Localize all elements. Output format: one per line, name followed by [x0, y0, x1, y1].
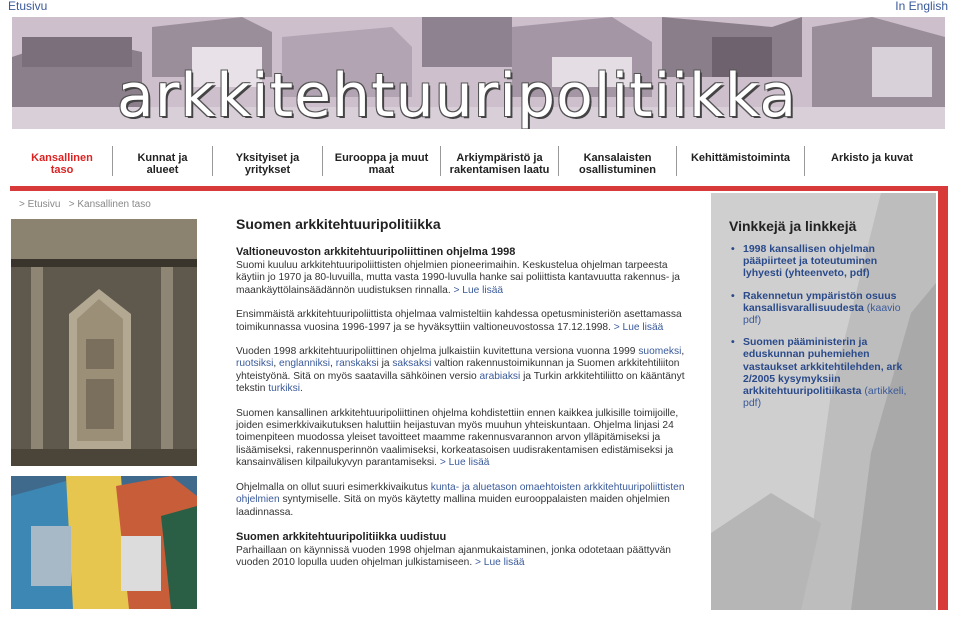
- sidebar-link-pm-answers[interactable]: • Suomen pääministerin ja eduskunnan puhemiehen vastaukset arkkitehtilehden, ark 2/2005 kysymyksiin arkkitehtuuripolitiikasta (artikkeli, pdf): [729, 336, 914, 409]
- read-more-link[interactable]: > Lue lisää: [439, 457, 490, 469]
- nav-kansalaisten-osallistuminen[interactable]: Kansalaisten osallistuminen: [558, 146, 676, 176]
- page-title: Suomen arkkitehtuuripolitiikka: [236, 216, 441, 232]
- paragraph-1: Suomi kuuluu arkkitehtuuripoliittisten ohjelmien pioneerimaihin. Keskustelua ohjelman tarpeesta käytiin jo 1970 ja 80-luvuilla, mutta vasta 1990-luvulla hanke sai poliittista kantavuutta rakennus- ja maankäyttölainsäädännön uudistuksen rinnalla. > Lue lisää: [236, 260, 680, 296]
- link-arabiaksi[interactable]: arabiaksi: [479, 370, 521, 382]
- read-more-link[interactable]: > Lue lisää: [475, 557, 525, 569]
- main-nav: [12, 146, 945, 180]
- nav-kunnat-ja-alueet[interactable]: Kunnat ja alueet: [112, 146, 212, 176]
- nav-yksityiset-ja-yritykset[interactable]: Yksityiset ja yritykset: [212, 146, 322, 176]
- nav-kehittamistoiminta[interactable]: Kehittämistoiminta: [676, 146, 804, 176]
- link-kunta-ohjelmat[interactable]: kunta- ja aluetason omaehtoisten arkkitehtuuripoliittisten ohjelmien: [236, 481, 685, 506]
- nav-arkiymparisto[interactable]: Arkiympäristö ja rakentamisen laatu: [440, 146, 558, 176]
- site-banner: [12, 17, 945, 129]
- paragraph-5: Ohjelmalla on ollut suuri esimerkkivaikutus kunta- ja aluetason omaehtoisten arkkitehtuuripoliittisten ohjelmien syntymiselle. Sitä on myös käytetty mallina muiden eurooppalaisten maiden ohjelmien laadinnassa.: [236, 481, 685, 518]
- sidebar-title: Vinkkejä ja linkkejä: [729, 218, 857, 234]
- home-link[interactable]: Etusivu: [8, 0, 48, 13]
- banner-title: arkkitehtuuripolitiikka: [117, 61, 798, 129]
- paragraph-6: Parhaillaan on käynnissä vuoden 1998 ohjelman ajanmukaistaminen, jonka odotetaan päättyvän vuoden 2010 lopulla uuden ohjelman julkistamiseen. > Lue lisää: [236, 544, 671, 569]
- tips-sidebar: [711, 193, 936, 610]
- sidebar-link-built-environment[interactable]: • Rakennetun ympäristön osuus kansallisvarallisuudesta (kaavio pdf): [729, 290, 914, 327]
- link-saksaksi[interactable]: saksaksi: [392, 358, 432, 370]
- main-content: [236, 216, 696, 582]
- nav-kansallinen-taso[interactable]: Kansallinen taso: [31, 152, 93, 176]
- paragraph-4: Suomen kansallinen arkkitehtuuripoliittinen ohjelma kohdistettiin ennen kaikkea julkisille toimijoille, joiden esimerkkivaikutuksen haluttiin heijastuvan myös muuhun yhteiskuntaan. Ohjelma linjasi 24 toimenpiteen muodossa yleiset tavoitteet maamme rakennusvarannon arvon ylläpitämiseksi ja lisäämiseksi, rakennusperinnön vaalimiseksi, korkeatasoisen uudisrakentamisen edistämiseksi ja kansainvälisen kilpailukyvyn parantamiseksi. > Lue lisää: [236, 407, 679, 469]
- nav-arkisto-ja-kuvat[interactable]: Arkisto ja kuvat: [804, 146, 939, 176]
- church-door-photo: [11, 219, 197, 466]
- breadcrumb: [19, 199, 151, 210]
- sidebar-link-list: [729, 243, 914, 419]
- link-turkiksi[interactable]: turkiksi: [268, 383, 300, 395]
- paragraph-2: Ensimmäistä arkkitehtuuripoliittista ohjelmaa valmisteltiin kahdessa opetusministeriön asettamassa toimikunnassa vuosina 1996-1997 ja se hyväksyttiin valtioneuvostossa 17.12.1998. > Lue lisää: [236, 309, 682, 333]
- publications-photo: [11, 476, 197, 609]
- nav-eurooppa-ja-muut-maat[interactable]: Eurooppa ja muut maat: [322, 146, 440, 176]
- link-englanniksi[interactable]: englanniksi: [279, 358, 331, 370]
- section-heading-1998: Valtioneuvoston arkkitehtuuripoliittinen ohjelma 1998: [236, 246, 516, 258]
- sidebar-link-1998-summary[interactable]: • 1998 kansallisen ohjelman pääpiirteet ja toteutuminen lyhyesti (yhteenveto, pdf): [729, 243, 914, 280]
- link-ruotsiksi[interactable]: ruotsiksi: [236, 358, 274, 370]
- accent-side-bar: [938, 186, 948, 610]
- read-more-link[interactable]: > Lue lisää: [453, 284, 504, 296]
- read-more-link[interactable]: > Lue lisää: [613, 321, 664, 333]
- link-ranskaksi[interactable]: ranskaksi: [335, 358, 379, 370]
- breadcrumb-current: > Kansallinen taso: [68, 199, 151, 210]
- english-link[interactable]: In English: [895, 0, 948, 13]
- link-suomeksi[interactable]: suomeksi: [638, 346, 682, 358]
- breadcrumb-home[interactable]: > Etusivu: [19, 199, 61, 210]
- accent-bar: [10, 186, 948, 191]
- section-heading-renewal: Suomen arkkitehtuuripolitiikka uudistuu: [236, 530, 447, 543]
- paragraph-3: Vuoden 1998 arkkitehtuuripoliittinen ohjelma julkaistiin kuvitettuna versiona vuonna 1999 suomeksi, ruotsiksi, englanniksi, ranskaksi ja saksaksi valtion rakennustoimikunnan ja Suomen arkkitehtiliiton yhteistyönä. Sitä on myös saatavilla sähköinen versio arabiaksi ja Turkin arkkitehtiliitto on kääntänyt tekstin turkiksi.: [236, 346, 685, 395]
